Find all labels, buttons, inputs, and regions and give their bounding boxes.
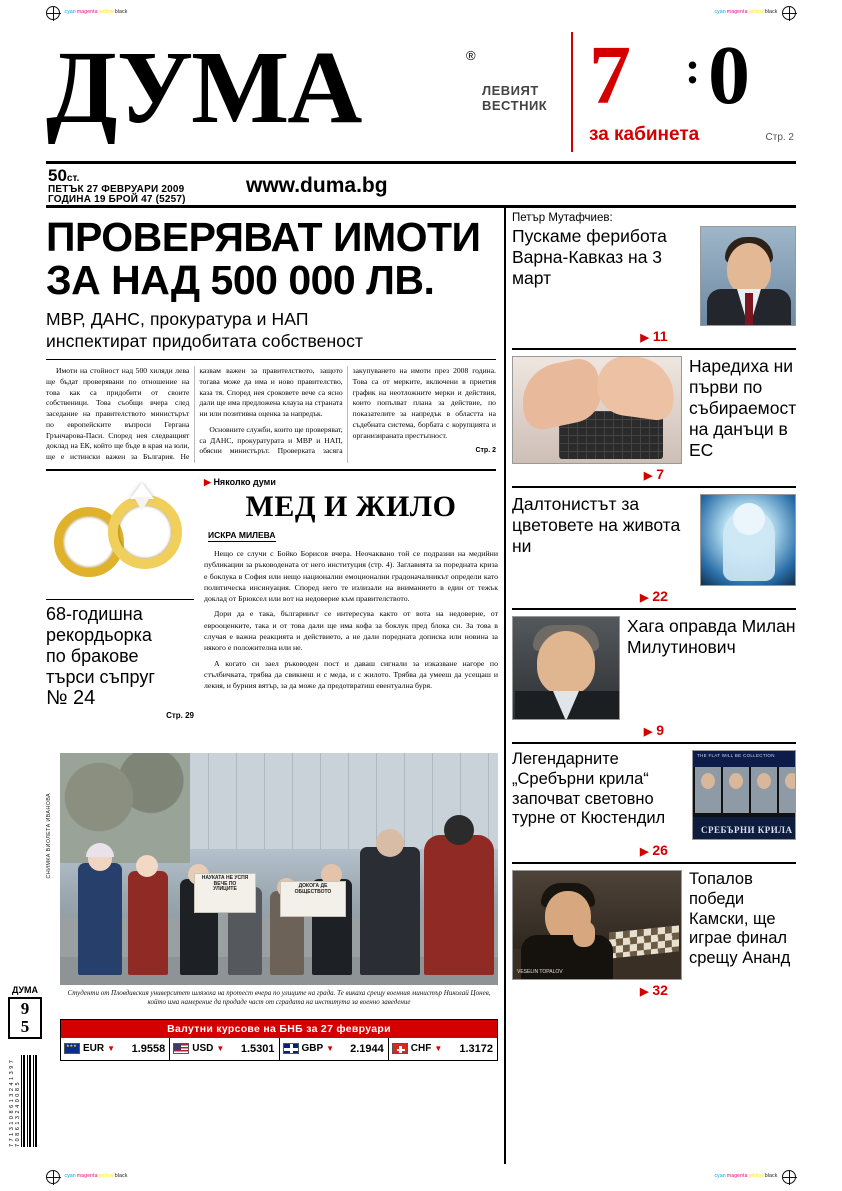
teaser-hague[interactable]	[512, 610, 796, 744]
triangle-marker-icon: ▶	[204, 476, 211, 487]
lead-paragraph: Основните служби, които ще проверяват, са ДАНС, прокуратурата и МВР и НАП, обясни министърът. Проверката засяга закупуването на имоти през 2008 година. Това са от мерките, включени в приетия график на неотложните мерки и действия, които попълват плана за действие, по показателите за напредък в областта на съдебната система, борбата с корупцията и организираната престъпност.	[199, 365, 496, 456]
currency-rates-title: Валутни курсове на БНБ за 27 февруари	[61, 1020, 497, 1038]
lead-story[interactable]	[46, 208, 504, 463]
edge-badge	[8, 985, 42, 1039]
triangle-marker-icon: ▶	[643, 470, 653, 482]
opinion-byline: ИСКРА МИЛЕВА	[208, 529, 276, 540]
currency-cell-usd	[169, 1038, 278, 1060]
currency-value: 1.5301	[240, 1042, 275, 1055]
registered-trademark-icon: ®	[466, 48, 476, 63]
hands-keyboard-photo	[512, 356, 682, 464]
opinion-paragraph: Дори да е така, българинът се интересува както от вота на недоверие, от еврооценките, така и от това дали ще има кофа за боклук пред блока си. За това в случая е важна реакцията и действието, а не дали поредната дописка или новина за някого е положителна или не.	[204, 609, 498, 653]
score-left-number: 7	[589, 29, 631, 122]
newspaper-front-page	[46, 24, 796, 1164]
lead-paragraph: Имоти на стойност над 500 хиляди лева ще бъдат проверявани по отношение на това как са придобити от своите собственици. Това съобщи вчера след заседание на правителството министърът по европейските въпроси Гергана Грънчарова-Паси. Според нея следващият доклад на ЕК, който ще бъде в края на юли, ще е истински важен за България. Не казвам важен за правителството, защото тогава може да има и ново правителство, каза тя. Според нея сроковете вече са ясно дали ще има предложена клауза на страната ни или позитивна оценка за напредък.	[46, 365, 343, 462]
registration-mark-top-left	[46, 6, 60, 20]
edge-badge-numbers	[8, 997, 42, 1039]
cmyk-color-bar-bottom-left: cyanmagentayellowblack	[64, 1173, 128, 1179]
currency-cell-eur	[61, 1038, 169, 1060]
trend-down-icon: ▼	[326, 1044, 335, 1054]
teaser-page-ref[interactable]: ▶ 11	[640, 328, 668, 344]
wedding-rings-photo	[46, 477, 192, 597]
issue-info-bar	[46, 164, 796, 208]
teaser-person-name: Петър Мутафчиев:	[512, 212, 613, 224]
illustration-photo	[700, 494, 796, 586]
page-body	[46, 208, 796, 1164]
teaser-page-ref[interactable]: ▶ 9	[643, 722, 665, 738]
opinion-title: МЕД И ЖИЛО	[245, 489, 457, 523]
lead-page-ref[interactable]: Стр. 2	[475, 447, 496, 455]
currency-code: GBP	[301, 1043, 324, 1055]
teaser-title: Наредиха ни първи по събираемост на данъци в ЕС	[689, 356, 797, 460]
trend-down-icon: ▼	[216, 1044, 225, 1054]
protest-sign: НАУКАТА НЕ УСПЯ ВЕЧЕ ПО УЛИЦИТЕ	[194, 873, 256, 913]
lead-body-text	[46, 366, 496, 463]
lead-subhead-line-2: инспектират придобитата собственост	[46, 330, 364, 351]
trend-down-icon: ▼	[107, 1044, 116, 1054]
currency-code: CHF	[410, 1043, 432, 1055]
tagline-line-1: ЛЕВИЯТ	[482, 83, 539, 98]
triangle-marker-icon: ▶	[640, 592, 649, 604]
registration-mark-bottom-right	[782, 1170, 796, 1184]
registration-mark-top-right	[782, 6, 796, 20]
opinion-body	[204, 548, 498, 692]
teaser-page-ref[interactable]: ▶ 22	[640, 588, 668, 604]
currency-value: 1.3172	[459, 1042, 493, 1055]
registration-mark-bottom-left	[46, 1170, 60, 1184]
teaser-silver-wings[interactable]	[512, 744, 796, 864]
gb-flag-icon	[283, 1043, 299, 1054]
lead-subhead	[46, 309, 496, 352]
trend-down-icon: ▼	[434, 1044, 443, 1054]
opinion-kicker	[204, 477, 498, 488]
teaser-page-ref[interactable]: ▶ 32	[640, 982, 668, 998]
issue-number: ГОДИНА 19 БРОЙ 47 (5257)	[48, 194, 186, 205]
protest-photo	[60, 753, 498, 985]
masthead	[46, 24, 796, 164]
edge-badge-title: ДУМА	[11, 985, 39, 995]
promo-text	[46, 599, 194, 711]
promo-line: търси съпруг	[46, 666, 155, 687]
teaser-colorblind[interactable]	[512, 488, 796, 610]
album-cover-photo	[692, 750, 796, 840]
promo-page-ref[interactable]: Стр. 29	[166, 710, 194, 720]
right-column-teasers	[512, 208, 796, 1164]
teaser-chess[interactable]	[512, 864, 796, 1002]
tagline-line-2: ВЕСТНИК	[482, 97, 548, 113]
currency-rates-row	[61, 1038, 497, 1060]
triangle-marker-icon: ▶	[640, 846, 649, 858]
currency-code: USD	[192, 1043, 214, 1055]
lead-headline: ПРОВЕРЯВАТ ИМОТИ ЗА НАД 500 000 ЛВ.	[46, 214, 481, 303]
photo-credit: СНИМКА ВИОЛЕТА ИВАНОВА	[46, 792, 52, 879]
score-promo-page-ref: Стр. 2	[765, 132, 794, 143]
score-promo-label: за кабинета	[589, 124, 700, 145]
teaser-title: Легендарните „Сребърни крила“ започват световно турне от Кюстендил	[512, 750, 666, 828]
currency-rates-box	[60, 1019, 498, 1061]
ch-flag-icon	[392, 1043, 408, 1054]
opinion-kicker-label: Няколко думи	[213, 476, 276, 487]
issue-date: ПЕТЪК 27 ФЕВРУАРИ 2009	[48, 184, 185, 195]
score-promo-box[interactable]	[571, 29, 796, 152]
album-cover-top-text: THE FLAT WILL BE COLLECTION	[697, 753, 775, 758]
teaser-title: Далтонистът за цветовете на живота ни	[512, 494, 681, 556]
score-separator: :	[685, 42, 701, 93]
barcode	[10, 1055, 40, 1147]
gem-icon	[130, 483, 154, 499]
teaser-title: Пускаме ферибота Варна-Кавказ на 3 март	[512, 226, 667, 288]
newspaper-logo: ДУМА	[46, 30, 361, 145]
album-logo-text: СРЕБЪРНИ КРИЛА	[701, 825, 793, 835]
photo-caption: Студенти от Пловдивския университет шлязоха на протест вчера по улиците на града. Те викаха срещу военния министър Николай Цонев, който има намерение да продаде част от сградата на института за военно заведение	[67, 988, 491, 1007]
currency-code: EUR	[83, 1043, 105, 1055]
score-right-number: 0	[708, 29, 750, 122]
eu-flag-icon	[64, 1043, 80, 1054]
opinion-paragraph: Нещо се случи с Бойко Борисов вчера. Неочаквано той се подразни на медийни публикации за ръководената от него институция (стр. 4). Заглавията за поредната криза е боклука в София или нещо национални емоционални градоначалникът определи като политическа инсинуация. Според него те излизали на вниманието в един от тежък доклад от Брюксел или вот на недоверие към правителството.	[204, 548, 498, 604]
opinion-paragraph: А когато си заел ръководен пост и даваш сигнали за изказване нагоре по стълбичката, трябва да свикнеш и с меда, и с жилото. Трябва да умееш да усещаш и лекия, и бурния вятър, за да може да предотвратиш евентуална буря.	[204, 658, 498, 691]
teaser-title: Топалов победи Камски, ще играе финал срещу Ананд	[689, 870, 791, 968]
photo-name-tag: VESELIN TOPALOV	[517, 969, 563, 975]
triangle-marker-icon: ▶	[640, 986, 649, 998]
promo-line: рекордьорка	[46, 624, 152, 645]
teaser-page-ref[interactable]: ▶ 7	[643, 466, 665, 482]
masthead-tagline	[482, 84, 547, 114]
teaser-tax-collection[interactable]	[512, 350, 796, 488]
edge-badge-line-2: 5	[20, 1016, 30, 1036]
currency-cell-gbp	[279, 1038, 388, 1060]
edge-badge-line-1: 9	[20, 999, 30, 1018]
promo-line: по бракове	[46, 645, 139, 666]
protest-sign: ДОКОГА ДЕ ОБЩЕСТВОТО	[280, 881, 346, 917]
opinion-column[interactable]	[204, 477, 498, 696]
photo-story	[46, 753, 498, 1015]
lead-subhead-line-1: МВР, ДАНС, прокуратура и НАП	[46, 309, 309, 330]
cmyk-color-bar-bottom-right: cyanmagentayellowblack	[714, 1173, 778, 1179]
promo-marriage-record[interactable]	[46, 477, 194, 720]
portrait-photo	[512, 616, 620, 720]
protest-crowd	[60, 825, 498, 975]
ring-icon	[108, 495, 182, 569]
portrait-photo	[700, 226, 796, 326]
left-column	[46, 208, 506, 1164]
triangle-marker-icon: ▶	[640, 332, 649, 344]
cmyk-color-bar-top-right: cyanmagentayellowblack	[714, 9, 778, 15]
promo-line: 68-годишна	[46, 603, 143, 624]
currency-cell-chf	[388, 1038, 497, 1060]
cmyk-color-bar-top-left: cyanmagentayellowblack	[64, 9, 128, 15]
section-divider	[46, 469, 496, 471]
chess-player-photo	[512, 870, 682, 980]
us-flag-icon	[173, 1043, 189, 1054]
teaser-page-ref[interactable]: ▶ 26	[640, 842, 668, 858]
currency-value: 2.1944	[350, 1042, 384, 1055]
currency-value: 1.9558	[131, 1042, 166, 1055]
teaser-title: Хага оправда Милан Милутинович	[627, 616, 796, 657]
teaser-ferry[interactable]	[512, 208, 796, 350]
barcode-bars	[21, 1055, 39, 1147]
promo-number: № 24	[46, 687, 96, 710]
price-label: 50ст.	[48, 166, 80, 185]
lead-divider	[46, 359, 496, 360]
website-link[interactable]: www.duma.bg	[246, 174, 388, 197]
triangle-marker-icon: ▶	[643, 726, 653, 738]
mid-section	[46, 477, 504, 745]
barcode-number: 7 7 1 3 1 0 8 6 1 3 2 4 1 3 9 7 7 0 8 6 1 3 2 4 0 0 8 5	[9, 1059, 21, 1147]
